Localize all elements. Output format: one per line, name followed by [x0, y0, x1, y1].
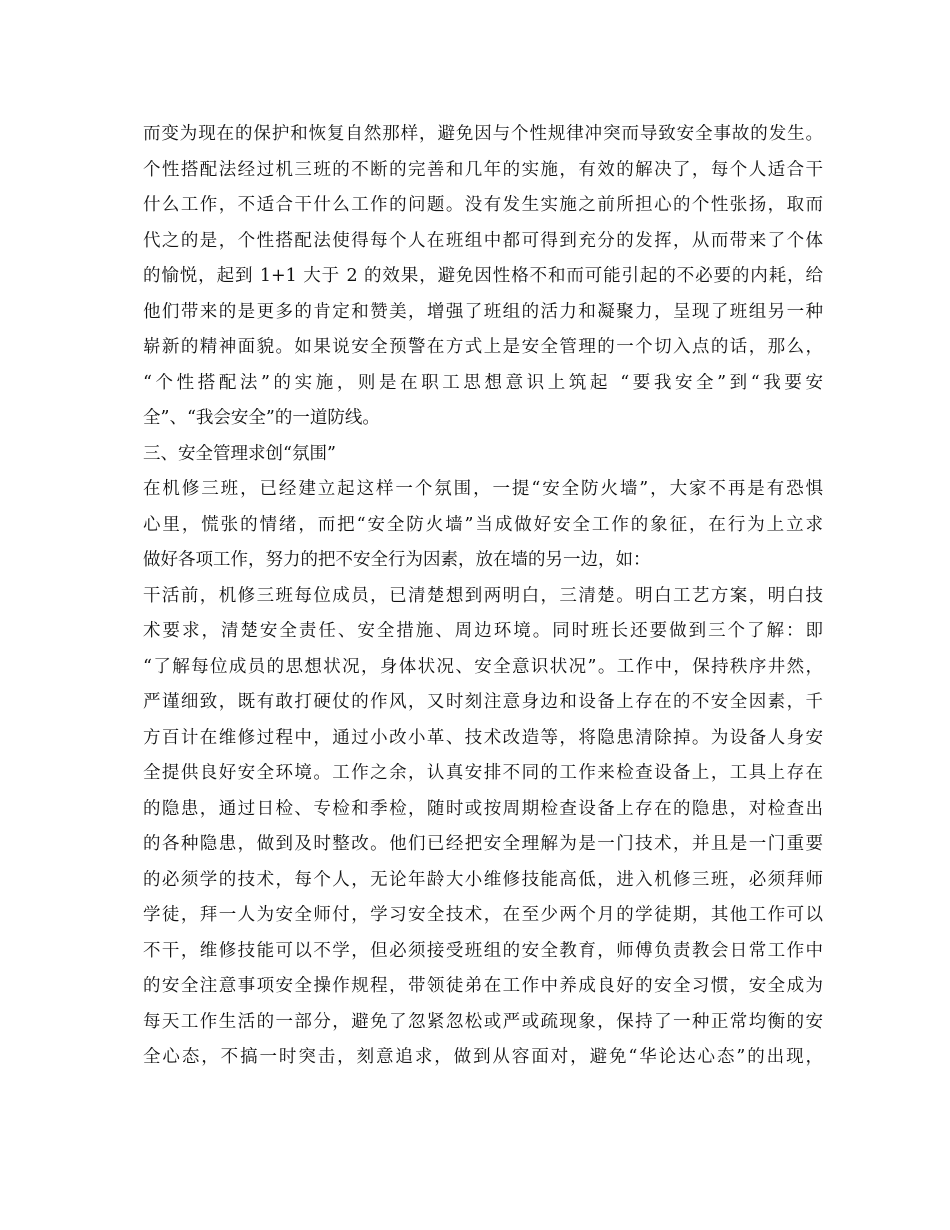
text-line: 干活前，机修三班每位成员，已清楚想到两明白，三清楚。明白工艺方案，明白技: [143, 585, 823, 606]
body-text: [143, 117, 823, 1076]
text-line: 的愉悦，起到 1+1 大于 2 的效果，避免因性格不和而可能引起的不必要的内耗，给: [143, 266, 823, 286]
text-line: 心里，慌张的情绪，而把“安全防火墙”当成做好安全工作的象征，在行为上立求: [143, 514, 823, 535]
text-line: 严谨细致，既有敢打硬仗的作风，又时刻注意身边和设备上存在的不安全因素，千: [143, 692, 823, 712]
text-line: “了解每位成员的思想状况，身体状况、安全意识状况”。工作中，保持秩序井然，: [143, 656, 823, 677]
text-line: 全”、“我会安全”的一道防线。: [143, 408, 380, 428]
text-line: 的必须学的技术，每个人，无论年龄大小维修技能高低，进入机修三班，必须拜师: [143, 869, 823, 890]
text-line: 他们带来的是更多的肯定和赞美，增强了班组的活力和凝聚力，呈现了班组另一种: [143, 301, 823, 322]
text-line: 方百计在维修过程中，通过小改小革、技术改造等，将隐患清除掉。为设备人身安: [143, 727, 823, 748]
text-line: 代之的是，个性搭配法使得每个人在班组中都可得到充分的发挥，从而带来了个体: [143, 230, 823, 251]
text-line: 崭新的精神面貌。如果说安全预警在方式上是安全管理的一个切入点的话，那么，: [143, 337, 823, 357]
text-line: 的安全注意事项安全操作规程，带领徒弟在工作中养成良好的安全习惯，安全成为: [143, 976, 823, 996]
text-line: 不干，维修技能可以不学，但必须接受班组的安全教育，师傅负责教会日常工作中: [143, 940, 823, 961]
text-line: 全心态，不搞一时突击，刻意追求，做到从容面对，避免“华论达心态”的出现，: [143, 1047, 823, 1067]
text-line: 的隐患，通过日检、专检和季检，随时或按周期检查设备上存在的隐患，对检查出: [143, 798, 823, 819]
text-line: 每天工作生活的一部分，避免了忽紧忽松或严或疏现象，保持了一种正常均衡的安: [143, 1011, 823, 1032]
text-line: 什么工作，不适合干什么工作的问题。没有发生实施之前所担心的个性张扬，取而: [143, 195, 823, 215]
text-line: 做好各项工作，努力的把不安全行为因素，放在墙的另一边，如：: [143, 550, 651, 570]
text-line: 而变为现在的保护和恢复自然那样，避免因与个性规律冲突而导致安全事故的发生。: [143, 124, 823, 144]
text-line: 在机修三班，已经建立起这样一个氛围，一提“安全防火墙”，大家不再是有恐惧: [143, 479, 823, 499]
text-line: 个性搭配法经过机三班的不断的完善和几年的实施，有效的解决了，每个人适合干: [143, 159, 823, 180]
text-line: “个性搭配法”的实施，则是在职工思想意识上筑起 “要我安全”到“我要安: [143, 372, 823, 393]
section-heading: 三、安全管理求创“氛围”: [143, 443, 336, 464]
text-line: 术要求，清楚安全责任、安全措施、周边环境。同时班长还要做到三个了解：即: [143, 621, 823, 641]
text-line: 全提供良好安全环境。工作之余，认真安排不同的工作来检查设备上，工具上存在: [143, 763, 823, 783]
text-line: 的各种隐患，做到及时整改。他们已经把安全理解为是一门技术，并且是一门重要: [143, 834, 823, 854]
text-line: 学徒，拜一人为安全师付，学习安全技术，在至少两个月的学徒期，其他工作可以: [143, 905, 823, 925]
